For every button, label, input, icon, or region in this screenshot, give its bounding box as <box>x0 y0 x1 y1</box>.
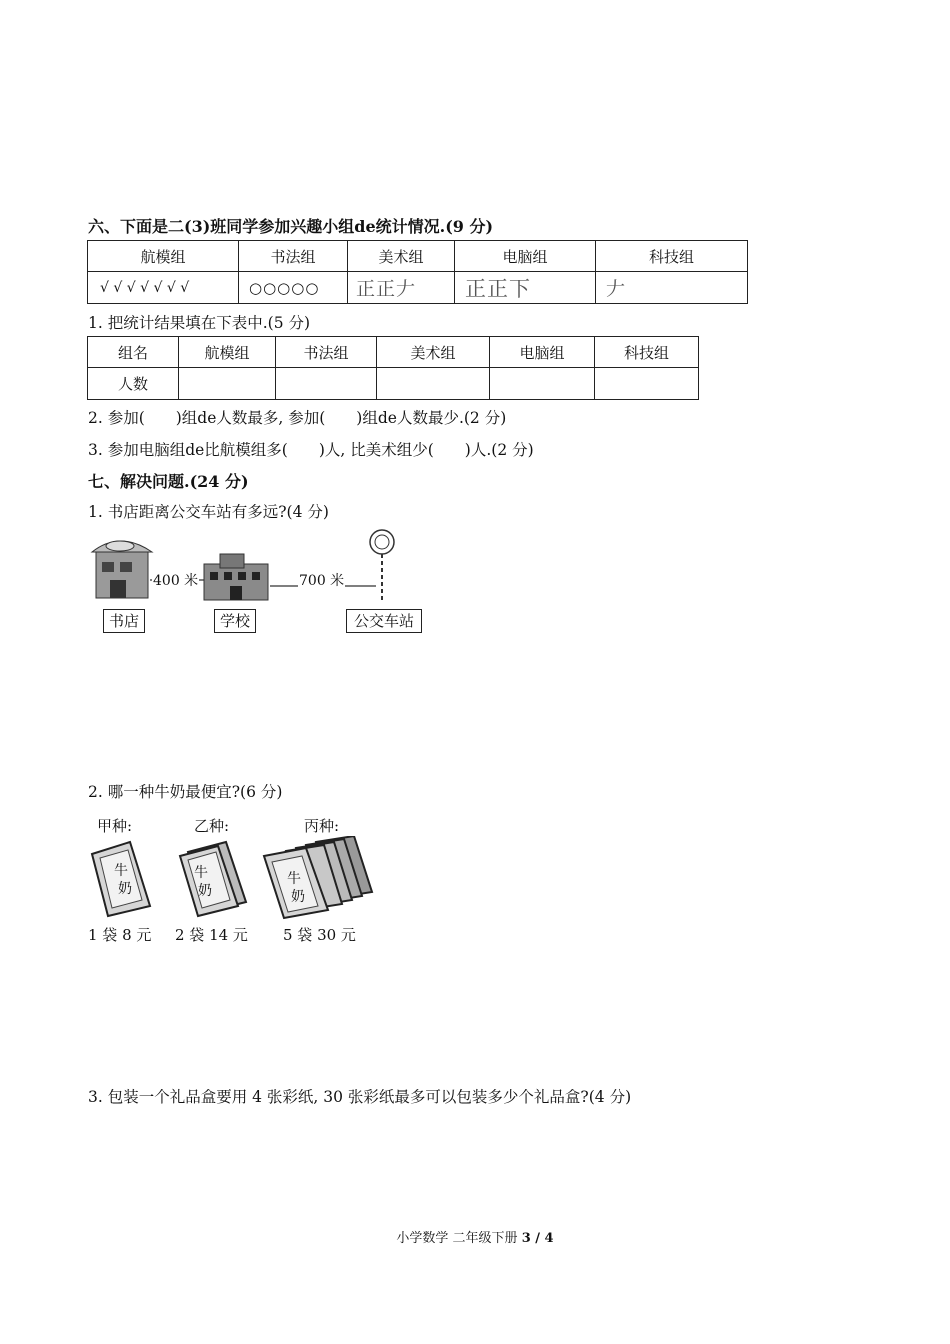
tally-header: 书法组 <box>239 241 348 272</box>
tally-header: 科技组 <box>596 241 748 272</box>
result-cell[interactable] <box>276 368 377 400</box>
tally-table <box>87 240 748 304</box>
bag-b-text-2: 奶 <box>198 883 212 899</box>
tally-header: 美术组 <box>348 241 455 272</box>
section6-q3: 3. 参加电脑组de比航模组多( )人, 比美术组少( )人.(2 分) <box>88 441 534 459</box>
bag-c-text-1: 牛 <box>287 871 301 887</box>
milk-bag-icon <box>264 836 372 918</box>
milk-type-b-price: 2 袋 14 元 <box>175 926 248 944</box>
tally-header: 电脑组 <box>455 241 596 272</box>
result-header: 电脑组 <box>490 337 595 368</box>
bag-c-text-2: 奶 <box>291 889 305 905</box>
tally-header: 航模组 <box>88 241 239 272</box>
section6-title: 六、下面是二(3)班同学参加兴趣小组de统计情况.(9 分) <box>88 217 494 236</box>
bag-a-text-2: 奶 <box>118 881 132 897</box>
page-footer <box>0 1227 950 1246</box>
result-header: 美术组 <box>377 337 490 368</box>
result-cell[interactable] <box>179 368 276 400</box>
section7-q2-text: 2. 哪一种牛奶最便宜?(6 分) <box>88 783 283 801</box>
bookstore-picture <box>92 541 152 598</box>
footer-text: 小学数学 二年级下册 <box>396 1231 522 1246</box>
result-header: 科技组 <box>595 337 699 368</box>
bag-b-text-1: 牛 <box>194 865 208 881</box>
bus-stop-sign-icon <box>370 530 394 600</box>
result-header: 书法组 <box>276 337 377 368</box>
distance-label-2: 700 米 <box>298 570 345 590</box>
milk-type-c-label: 丙种: <box>304 817 340 835</box>
school-picture <box>204 554 268 600</box>
milk-type-c-price: 5 袋 30 元 <box>283 926 356 944</box>
bag-a-text-1: 牛 <box>114 863 128 879</box>
school-label: 学校 <box>214 609 256 633</box>
section6-q1: 1. 把统计结果填在下表中.(5 分) <box>88 314 311 332</box>
result-table <box>87 336 699 400</box>
result-cell[interactable] <box>377 368 490 400</box>
tally-marks-tech: 𠂇 <box>596 272 748 304</box>
tally-marks-circles: ○○○○○ <box>239 272 348 304</box>
tally-marks-checks: √ √ √ √ √ √ √ <box>88 272 239 304</box>
route-diagram <box>88 528 438 608</box>
distance-label-1: 400 米 <box>152 570 199 590</box>
result-cell[interactable] <box>595 368 699 400</box>
result-cell[interactable] <box>490 368 595 400</box>
bookstore-label: 书店 <box>103 609 145 633</box>
section6-q2: 2. 参加( )组de人数最多, 参加( )组de人数最少.(2 分) <box>88 409 507 427</box>
milk-type-a-label: 甲种: <box>97 817 133 835</box>
tally-marks-art: 正正𠂇 <box>348 272 455 304</box>
page-number: 3 / 4 <box>521 1231 554 1246</box>
section7-title: 七、解决问题.(24 分) <box>88 472 249 491</box>
result-header: 组名 <box>88 337 179 368</box>
bus-stop-label: 公交车站 <box>346 609 422 633</box>
milk-bag-icon <box>180 842 246 916</box>
tally-marks-computer: 正正下 <box>455 272 596 304</box>
section7-q3-text: 3. 包装一个礼品盒要用 4 张彩纸, 30 张彩纸最多可以包装多少个礼品盒?(4 分) <box>88 1088 632 1106</box>
result-header: 航模组 <box>179 337 276 368</box>
section7-q1-text: 1. 书店距离公交车站有多远?(4 分) <box>88 503 329 521</box>
result-row-label: 人数 <box>88 368 179 400</box>
milk-type-a-price: 1 袋 8 元 <box>88 926 152 944</box>
milk-type-b-label: 乙种: <box>194 817 230 835</box>
